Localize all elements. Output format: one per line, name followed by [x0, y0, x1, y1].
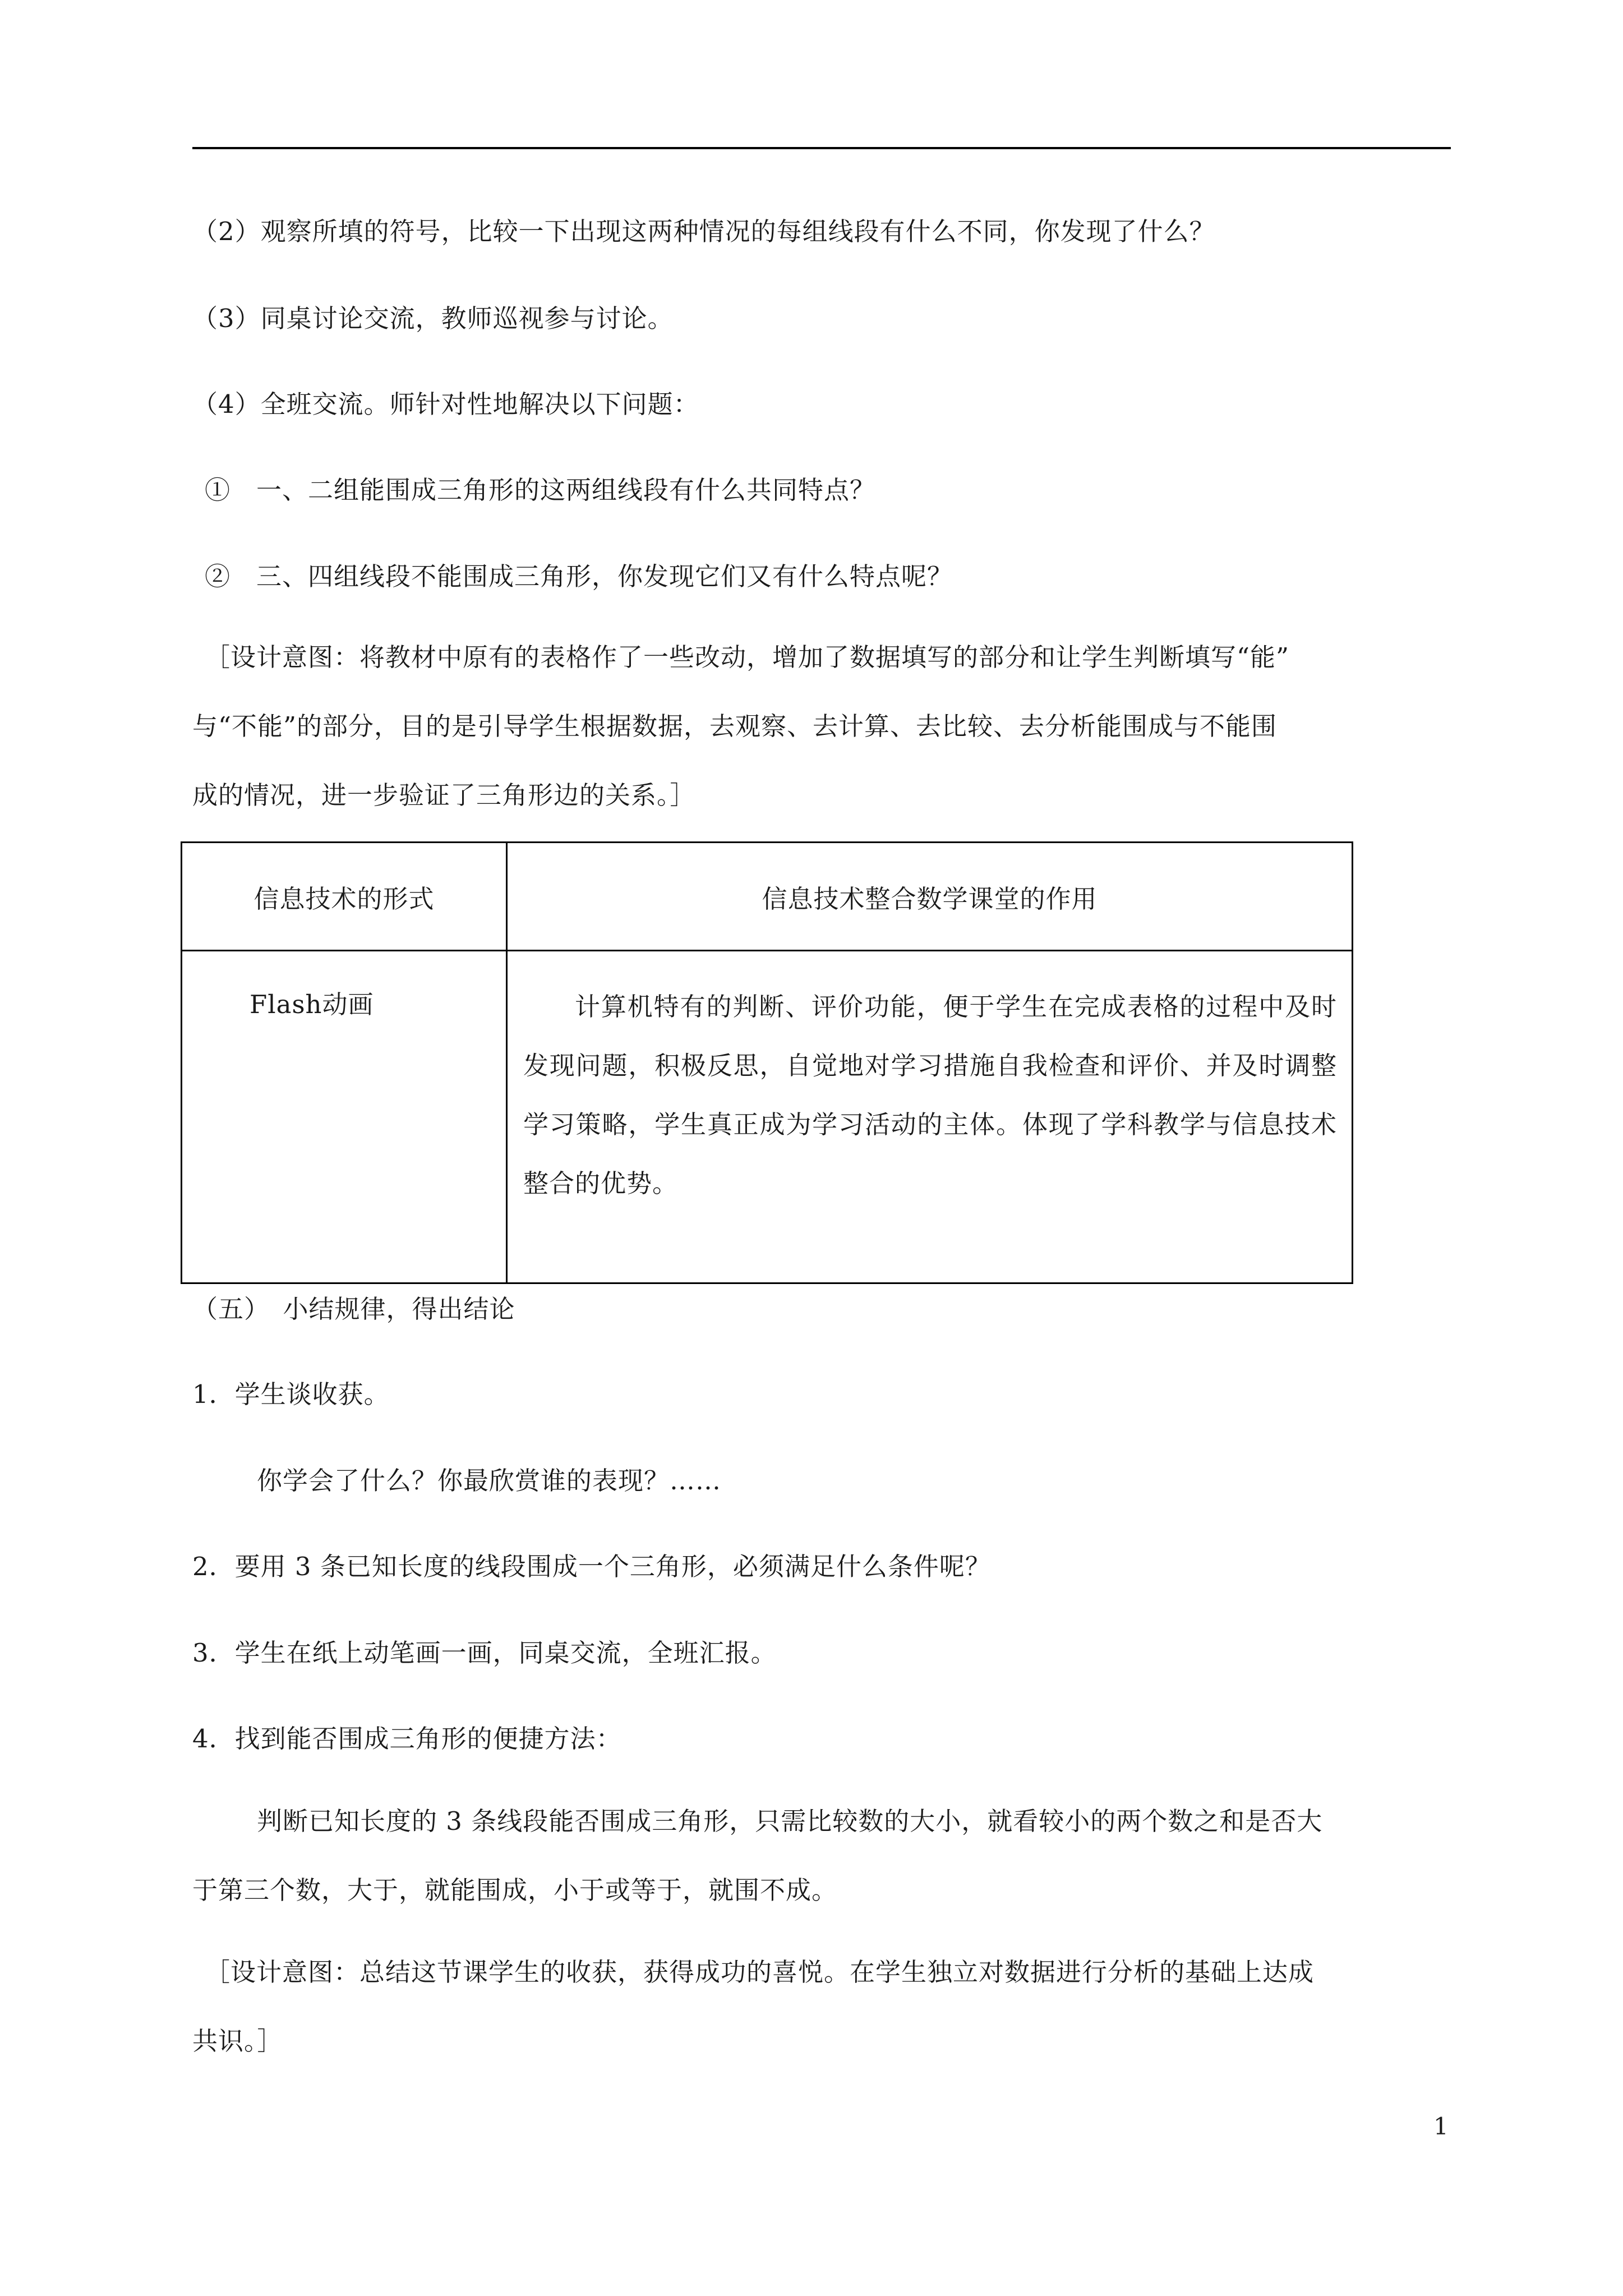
- summary-item-4: 4．找到能否围成三角形的便捷方法：: [192, 1724, 622, 1754]
- design-intent-2-line-1: ［设计意图：总结这节课学生的收获，获得成功的喜悦。在学生独立对数据进行分析的基础上达成: [205, 1957, 1315, 1987]
- summary-item-2: 2．要用 3 条已知长度的线段围成一个三角形，必须满足什么条件呢？: [192, 1552, 991, 1581]
- table-header-form: 信息技术的形式: [182, 843, 507, 951]
- paragraph-step-2: （2）观察所填的符号，比较一下出现这两种情况的每组线段有什么不同，你发现了什么？: [192, 217, 1215, 246]
- summary-heading: （五） 小结规律，得出结论: [192, 1294, 515, 1324]
- summary-item-3: 3．学生在纸上动笔画一画，同桌交流，全班汇报。: [192, 1638, 777, 1668]
- table-cell-effect: 计算机特有的判断、评价功能，便于学生在完成表格的过程中及时发现问题，积极反思，自觉地对学习措施自我检查和评价、并及时调整学习策略，学生真正成为学习活动的主体。体现了学科教学与信息技术整合的优势。: [507, 951, 1353, 1283]
- table-cell-form: Flash动画: [182, 951, 507, 1283]
- design-intent-1-line-1: ［设计意图：将教材中原有的表格作了一些改动，增加了数据填写的部分和让学生判断填写“能”: [205, 642, 1290, 672]
- design-intent-2-line-2: 共识。］: [192, 2026, 283, 2056]
- paragraph-step-4: （4）全班交流。师针对性地解决以下问题：: [192, 389, 699, 419]
- design-intent-1-line-3: 成的情况，进一步验证了三角形边的关系。］: [192, 780, 696, 810]
- method-line-1: 判断已知长度的 3 条线段能否围成三角形，只需比较数的大小，就看较小的两个数之和是否大: [257, 1806, 1323, 1836]
- table-header-effect: 信息技术整合数学课堂的作用: [507, 843, 1353, 951]
- summary-item-1-sub: 你学会了什么？你最欣赏谁的表现？……: [257, 1466, 722, 1496]
- question-2: ② 三、四组线段不能围成三角形，你发现它们又有什么特点呢？: [205, 562, 953, 591]
- summary-item-1: 1．学生谈收获。: [192, 1379, 390, 1409]
- page-number: 1: [1433, 2113, 1449, 2140]
- paragraph-step-3: （3）同桌讨论交流，教师巡视参与讨论。: [192, 303, 674, 333]
- table-header-row: [182, 843, 1353, 951]
- question-1: ① 一、二组能围成三角形的这两组线段有什么共同特点？: [205, 475, 876, 505]
- info-tech-table: [181, 841, 1353, 1284]
- method-line-2: 于第三个数，大于，就能围成，小于或等于，就围不成。: [192, 1875, 838, 1905]
- table-row: [182, 951, 1353, 1283]
- header-rule: [192, 147, 1451, 149]
- design-intent-1-line-2: 与“不能”的部分，目的是引导学生根据数据，去观察、去计算、去比较、去分析能围成与不能围: [192, 711, 1278, 741]
